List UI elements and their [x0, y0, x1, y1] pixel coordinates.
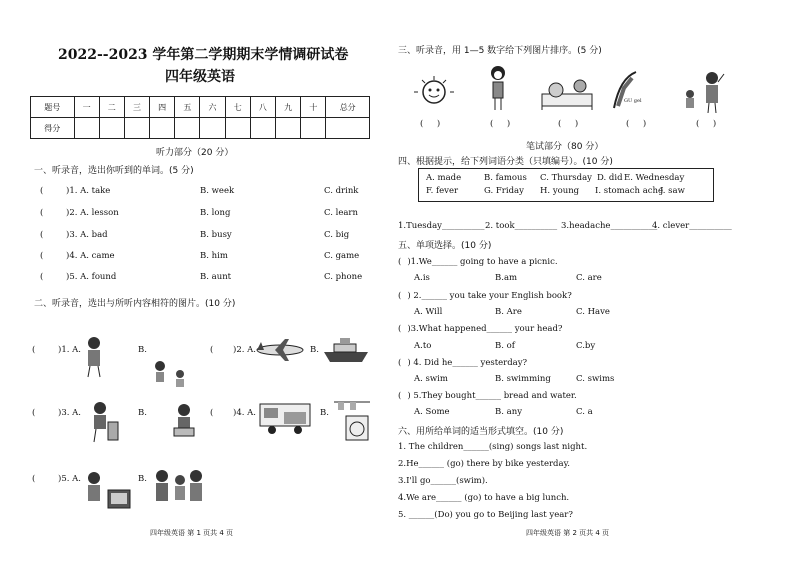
boy-cleaning-picture [86, 400, 122, 444]
picture-question-label: )1. A. [58, 345, 81, 355]
score-header-row [31, 97, 370, 118]
score-blank-cell[interactable] [150, 118, 175, 139]
sun-cloud-picture [416, 76, 456, 112]
picture-question-label: )3. A. [58, 408, 81, 418]
choice-option-c: C. a [576, 407, 593, 417]
order-blank[interactable]: ( ) [626, 119, 647, 129]
score-label-cell: 得分 [31, 118, 75, 139]
order-blank[interactable]: ( ) [696, 119, 717, 129]
hurt-leg-picture [610, 68, 640, 112]
picture-question-label: )2. A. [233, 345, 256, 355]
page-footer-right: 四年级英语 第 2 页共 4 页 [526, 529, 610, 537]
question-option-a: )4. A. came [66, 251, 115, 261]
family-picture [152, 468, 204, 510]
choice-option-c: C. swims [576, 374, 615, 384]
question-option-a: )1. A. take [66, 186, 111, 196]
exam-title: 2022--2023 学年第二学期期末学情调研试卷 [58, 47, 349, 63]
choice-question-text: )1.We______ going to have a picnic. [407, 257, 558, 267]
score-blank-cell[interactable] [99, 118, 124, 139]
choice-option-a: A.to [414, 341, 432, 351]
choice-option-a: A. Some [414, 407, 450, 417]
word-bank-item: F. fever [426, 186, 459, 196]
order-blank[interactable]: ( ) [558, 119, 579, 129]
fill-blank-question[interactable]: 1. The children______(sing) songs last night. [398, 442, 588, 452]
sick-in-bed-picture [538, 76, 598, 112]
score-blank-cell[interactable] [175, 118, 200, 139]
score-blank-cell[interactable] [200, 118, 225, 139]
classify-question[interactable]: 4. clever__________ [652, 221, 732, 231]
section-4-title: 四、根据提示，给下列词语分类（只填编号）。(10 分) [398, 157, 613, 167]
choice-option-b: B. of [495, 341, 515, 351]
choice-question-text: ) 5.They bought______ bread and water. [407, 391, 577, 401]
fill-blank-question[interactable]: 2.He______ (go) there by bike yesterday. [398, 459, 570, 469]
picture-option-b: B. [138, 345, 147, 355]
choice-option-c: C.by [576, 341, 596, 351]
choice-question-text: ) 4. Did he______ yesterday? [407, 358, 528, 368]
question-option-a: )2. A. lesson [66, 208, 119, 218]
fill-blank-question[interactable]: 3.I'll go______(swim). [398, 476, 488, 486]
score-blank-cell[interactable] [301, 118, 326, 139]
parent-child-picture [680, 70, 724, 114]
choice-option-c: C. are [576, 273, 602, 283]
picture-question-label: )5. A. [58, 474, 81, 484]
answer-paren[interactable]: ( [40, 208, 44, 218]
ship-picture [322, 336, 370, 364]
choice-question[interactable]: ( ) 4. Did he______ yesterday? [398, 358, 528, 368]
score-cell: 二 [99, 97, 124, 118]
word-bank-item: E. Wednesday [624, 173, 685, 183]
score-blank-cell[interactable] [276, 118, 301, 139]
word-bank-item: I. stomach ache [595, 186, 664, 196]
choice-option-b: B.am [495, 273, 518, 283]
choice-option-a: A. Will [414, 307, 443, 317]
answer-paren[interactable]: ( [40, 251, 44, 261]
order-blank[interactable]: ( ) [490, 119, 511, 129]
section-3-title: 三、听录音，用 1—5 数字给下列图片排序。(5 分) [398, 46, 602, 56]
word-bank-item: C. Thursday [540, 173, 592, 183]
choice-option-c: C. Have [576, 307, 610, 317]
score-cell: 十 [301, 97, 326, 118]
order-blank[interactable]: ( ) [420, 119, 441, 129]
choice-option-a: A.is [414, 273, 430, 283]
score-cell: 五 [175, 97, 200, 118]
section-6-title: 六、用所给单词的适当形式填空。(10 分) [398, 427, 564, 437]
airplane-picture [255, 337, 305, 363]
score-cell: 八 [250, 97, 275, 118]
classify-question[interactable]: 3.headache___________ [561, 221, 658, 231]
section-2-title: 二、听录音，选出与所听内容相符的图片。(10 分) [34, 299, 236, 309]
score-cell: 七 [225, 97, 250, 118]
section-1-title: 一、听录音，选出你听到的单词。(5 分) [34, 166, 194, 176]
choice-question[interactable]: ( ) 2.______ you take your English book? [398, 291, 572, 301]
truck-market-picture [258, 398, 314, 438]
answer-paren[interactable]: ( [32, 345, 36, 355]
boy-reading-picture [170, 402, 200, 440]
choice-question[interactable]: ( ) 5.They bought______ bread and water. [398, 391, 577, 401]
question-option-a: )3. A. bad [66, 230, 108, 240]
score-cell: 三 [124, 97, 149, 118]
page-footer-left: 四年级英语 第 1 页共 4 页 [150, 529, 234, 537]
answer-paren[interactable]: ( [32, 474, 36, 484]
picture-option-b: B. [138, 408, 147, 418]
choice-option-b: B. any [495, 407, 522, 417]
question-option-a: )5. A. found [66, 272, 117, 282]
question-option-c: C. learn [324, 208, 358, 218]
score-value-row [31, 118, 370, 139]
answer-paren[interactable]: ( [210, 345, 214, 355]
choice-question-text: ) 2.______ you take your English book? [407, 291, 572, 301]
listening-heading: 听力部分（20 分） [156, 148, 234, 158]
girl-standing-picture [486, 64, 510, 112]
question-option-b: B. busy [200, 230, 232, 240]
score-cell: 总分 [326, 97, 370, 118]
question-option-c: C. drink [324, 186, 359, 196]
kids-playing-picture [150, 360, 190, 390]
score-blank-cell[interactable] [250, 118, 275, 139]
picture-question-label: )4. A. [233, 408, 256, 418]
exam-subtitle: 四年级英语 [165, 69, 235, 85]
score-blank-cell[interactable] [225, 118, 250, 139]
word-bank-item: J. saw [660, 186, 685, 196]
choice-option-b: B. swimming [495, 374, 551, 384]
picture-option-b: B. [320, 408, 329, 418]
choice-question[interactable]: ( )1.We______ going to have a picnic. [398, 257, 558, 267]
score-cell: 一 [74, 97, 99, 118]
question-option-c: C. big [324, 230, 350, 240]
fill-blank-question[interactable]: 5. ______(Do) you go to Beijing last year? [398, 510, 573, 520]
score-cell: 六 [200, 97, 225, 118]
choice-option-a: A. swim [414, 374, 448, 384]
classify-question[interactable]: 2. took__________ [485, 221, 558, 231]
question-option-c: C. game [324, 251, 360, 261]
score-cell: 题号 [31, 97, 75, 118]
choice-question-text: )3.What happened______ your head? [407, 324, 563, 334]
score-cell: 四 [150, 97, 175, 118]
word-bank-item: B. famous [484, 173, 527, 183]
washing-machine-picture [332, 398, 372, 442]
girl-computer-picture [84, 470, 134, 514]
written-heading: 笔试部分（80 分） [526, 142, 604, 152]
choice-option-b: B. Are [495, 307, 522, 317]
word-bank-item: A. made [426, 173, 462, 183]
answer-paren[interactable]: ( [40, 272, 44, 282]
answer-paren[interactable]: ( [210, 408, 214, 418]
word-bank-item: G. Friday [484, 186, 524, 196]
score-blank-cell[interactable] [74, 118, 99, 139]
svg-text:GU gel: GU gel [624, 98, 642, 104]
section-5-title: 五、单项选择。(10 分) [398, 241, 492, 251]
answer-paren[interactable]: ( [40, 186, 44, 196]
question-option-b: B. him [200, 251, 228, 261]
picture-option-b: B. [138, 474, 147, 484]
word-bank-item: D. did [597, 173, 623, 183]
question-option-b: B. long [200, 208, 231, 218]
classify-question[interactable]: 1.Tuesday__________ [398, 221, 485, 231]
question-option-c: C. phone [324, 272, 363, 282]
score-blank-cell[interactable] [124, 118, 149, 139]
score-cell: 九 [276, 97, 301, 118]
score-table [30, 96, 370, 139]
picture-option-b: B. [310, 345, 319, 355]
answer-paren[interactable]: ( [40, 230, 44, 240]
word-bank-item: H. young [540, 186, 580, 196]
question-option-b: B. week [200, 186, 235, 196]
choice-question[interactable]: ( )3.What happened______ your head? [398, 324, 563, 334]
answer-paren[interactable]: ( [32, 408, 36, 418]
fill-blank-question[interactable]: 4.We are______ (go) to have a big lunch. [398, 493, 570, 503]
score-blank-cell[interactable] [326, 118, 370, 139]
girl-drinking-picture [80, 335, 110, 379]
question-option-b: B. aunt [200, 272, 232, 282]
